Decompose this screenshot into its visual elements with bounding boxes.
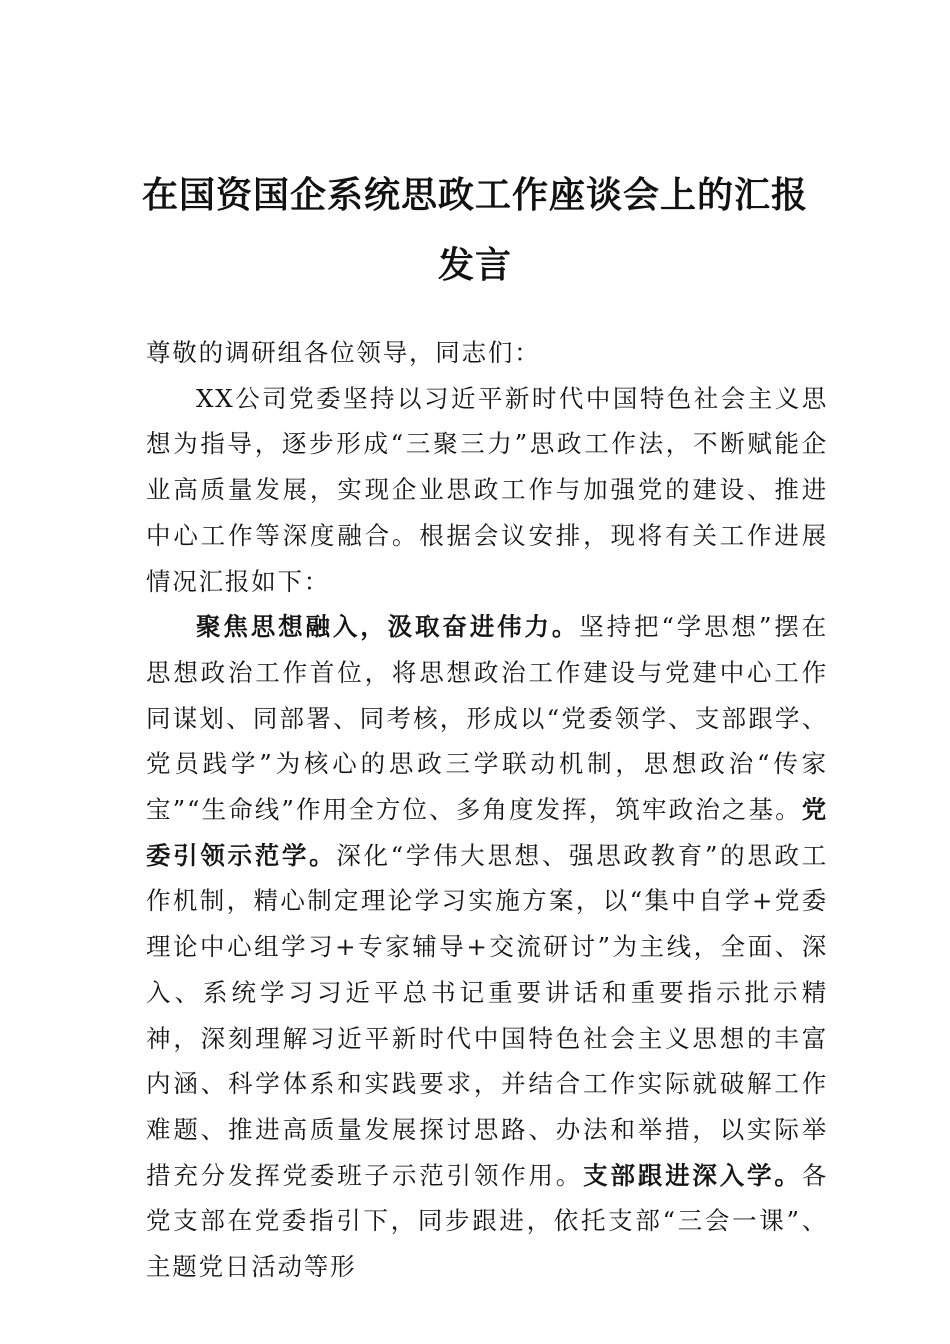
subheading-party-committee-text: 深化“学伟大思想、强思政教育”的思政工作机制，精心制定理论学习实施方案，以“集中自学+党委理论中心组学习+专家辅导+交流研讨”为主线，全面、深入、系统学习习近平总书记重要讲话和重要指示批示精神，深刻理解习近平新时代中国特色社会主义思想的丰富内涵、科学体系和实践要求，并结合工作实际就破解工作难题、推进高质量发展探讨思路、办法和举措，以实际举措充分发挥党委班子示范引领作用。 [146,840,829,1190]
intro-paragraph: XX公司党委坚持以习近平新时代中国特色社会主义思想为指导，逐步形成“三聚三力”思政工作法，不断赋能企业高质量发展，实现企业思政工作与加强党的建设、推进中心工作等深度融合。根据会议安排，现将有关工作进展情况汇报如下： [146,383,828,596]
document-body [146,330,828,1290]
subheading-party-committee: 党委引领示范学。 [146,795,828,870]
section-1-text: 坚持把“学思想”摆在思想政治工作首位，将思想政治工作建设与党建中心工作同谋划、同部署、同考核，形成以“党委领学、支部跟学、党员践学”为核心的思政三学联动机制，思想政治“传家宝”“生命线”作用全方位、多角度发挥，筑牢政治之基。 [146,612,828,825]
section-1-paragraph [146,604,828,1290]
document-title: 在国资国企系统思政工作座谈会上的汇报发言 [141,174,808,286]
subheading-branch-text: 各党支部在党委指引下，同步跟进，依托支部“三会一课”、主题党日活动等形 [146,1160,828,1282]
subheading-branch: 支部跟进深入学。 [583,1160,802,1190]
salutation: 尊敬的调研组各位领导，同志们： [146,338,541,367]
section-1-heading: 聚焦思想融入，汲取奋进伟力。 [196,612,580,642]
